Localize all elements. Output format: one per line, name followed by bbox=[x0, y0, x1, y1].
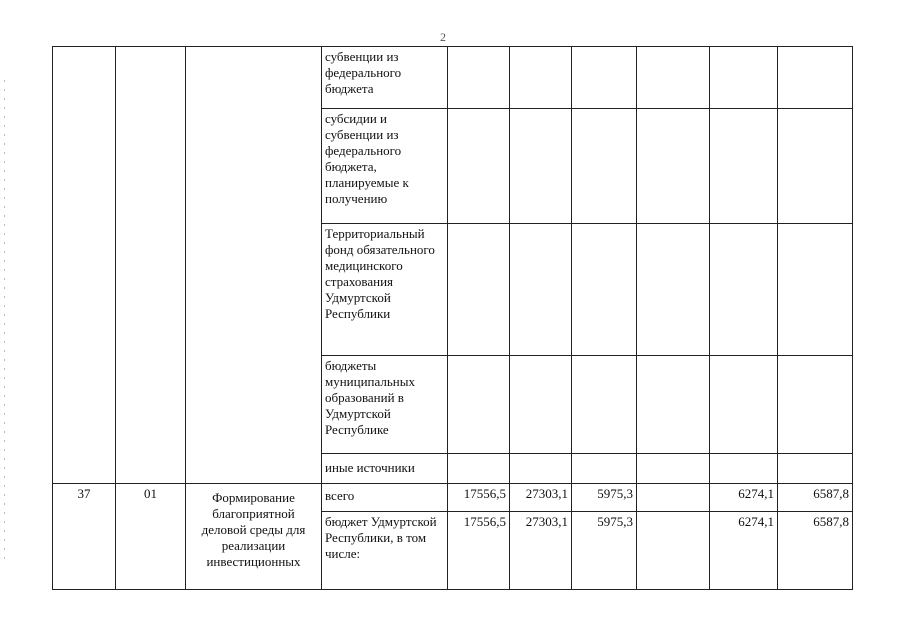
source-cell: иные источники bbox=[322, 454, 448, 484]
source-cell: субсидии и субвенции из федерального бюджета, планируемые к получению bbox=[322, 109, 448, 224]
value-cell: 6274,1 bbox=[710, 512, 778, 590]
empty-cell bbox=[116, 47, 186, 484]
scan-margin-artifact bbox=[4, 80, 5, 560]
source-cell: бюджеты муниципальных образований в Удмуртской Республике bbox=[322, 356, 448, 454]
item-name: Формирование благоприятной деловой среды для реализации инвестиционных bbox=[186, 484, 322, 590]
value-cell: 27303,1 bbox=[510, 512, 572, 590]
value-cell: 6274,1 bbox=[710, 484, 778, 512]
empty-cell bbox=[53, 47, 116, 484]
table-row bbox=[53, 484, 853, 512]
source-cell: всего bbox=[322, 484, 448, 512]
value-cell bbox=[637, 484, 710, 512]
page-number: 2 bbox=[440, 30, 446, 44]
table-row bbox=[53, 47, 853, 109]
item-code-b: 01 bbox=[116, 484, 186, 590]
empty-cell bbox=[186, 47, 322, 484]
source-cell: бюджет Удмуртской Республики, в том числе: bbox=[322, 512, 448, 590]
budget-table bbox=[52, 46, 853, 590]
source-cell: Территориальный фонд обязательного медицинского страхования Удмуртской Республики bbox=[322, 224, 448, 356]
value-cell: 5975,3 bbox=[572, 512, 637, 590]
value-cell: 17556,5 bbox=[448, 484, 510, 512]
source-cell: субвенции из федерального бюджета bbox=[322, 47, 448, 109]
value-cell: 5975,3 bbox=[572, 484, 637, 512]
value-cell: 6587,8 bbox=[778, 484, 853, 512]
value-cell: 6587,8 bbox=[778, 512, 853, 590]
value-cell: 17556,5 bbox=[448, 512, 510, 590]
value-cell: 27303,1 bbox=[510, 484, 572, 512]
item-code-a: 37 bbox=[53, 484, 116, 590]
value-cell bbox=[637, 512, 710, 590]
